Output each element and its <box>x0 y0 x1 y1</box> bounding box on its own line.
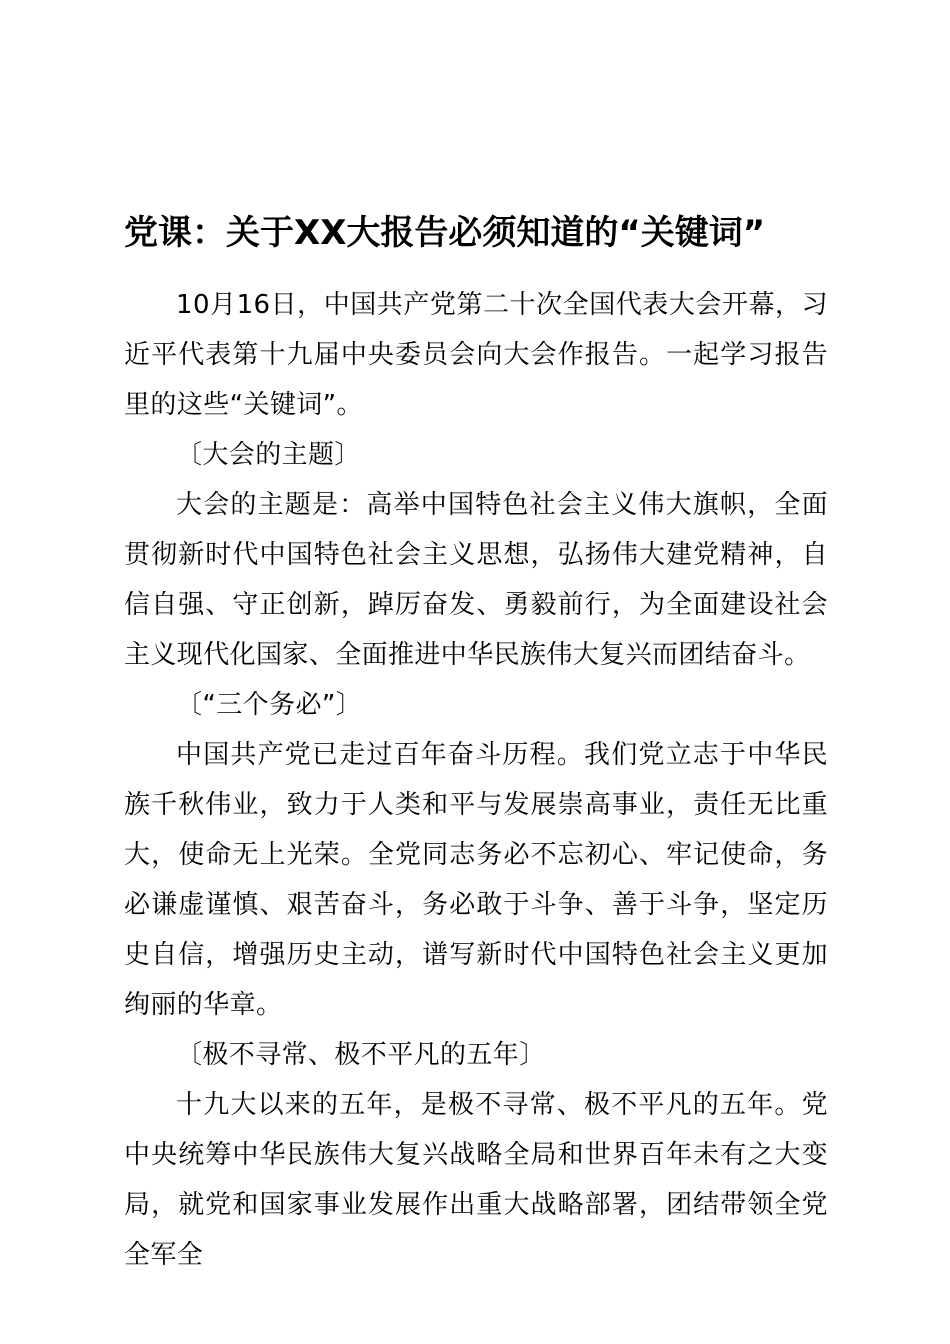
document-body <box>124 280 828 1280</box>
paragraph: 10月16日，中国共产党第二十次全国代表大会开幕，习近平代表第十九届中央委员会向大会作报告。一起学习报告里的这些“关键词”。 <box>124 290 828 420</box>
section-heading: 〔大会的主题〕 <box>176 440 361 470</box>
paragraph: 十九大以来的五年，是极不寻常、极不平凡的五年。党中央统筹中华民族伟大复兴战略全局和世界百年未有之大变局，就党和国家事业发展作出重大战略部署，团结带领全党全军全 <box>124 1090 828 1270</box>
section-heading: 〔极不寻常、极不平凡的五年〕 <box>176 1040 546 1070</box>
section-heading: 〔“三个务必”〕 <box>176 690 363 720</box>
paragraph: 中国共产党已走过百年奋斗历程。我们党立志于中华民族千秋伟业，致力于人类和平与发展崇高事业，责任无比重大，使命无上光荣。全党同志务必不忘初心、牢记使命，务必谦虚谨慎、艰苦奋斗，务必敢于斗争、善于斗争，坚定历史自信，增强历史主动，谱写新时代中国特色社会主义更加绚丽的华章。 <box>124 740 828 1020</box>
paragraph: 大会的主题是：高举中国特色社会主义伟大旗帜，全面贯彻新时代中国特色社会主义思想，弘扬伟大建党精神，自信自强、守正创新，踔厉奋发、勇毅前行，为全面建设社会主义现代化国家、全面推进中华民族伟大复兴而团结奋斗。 <box>124 490 828 670</box>
document-title: 党课：关于XX大报告必须知道的“关键词” <box>124 213 766 253</box>
